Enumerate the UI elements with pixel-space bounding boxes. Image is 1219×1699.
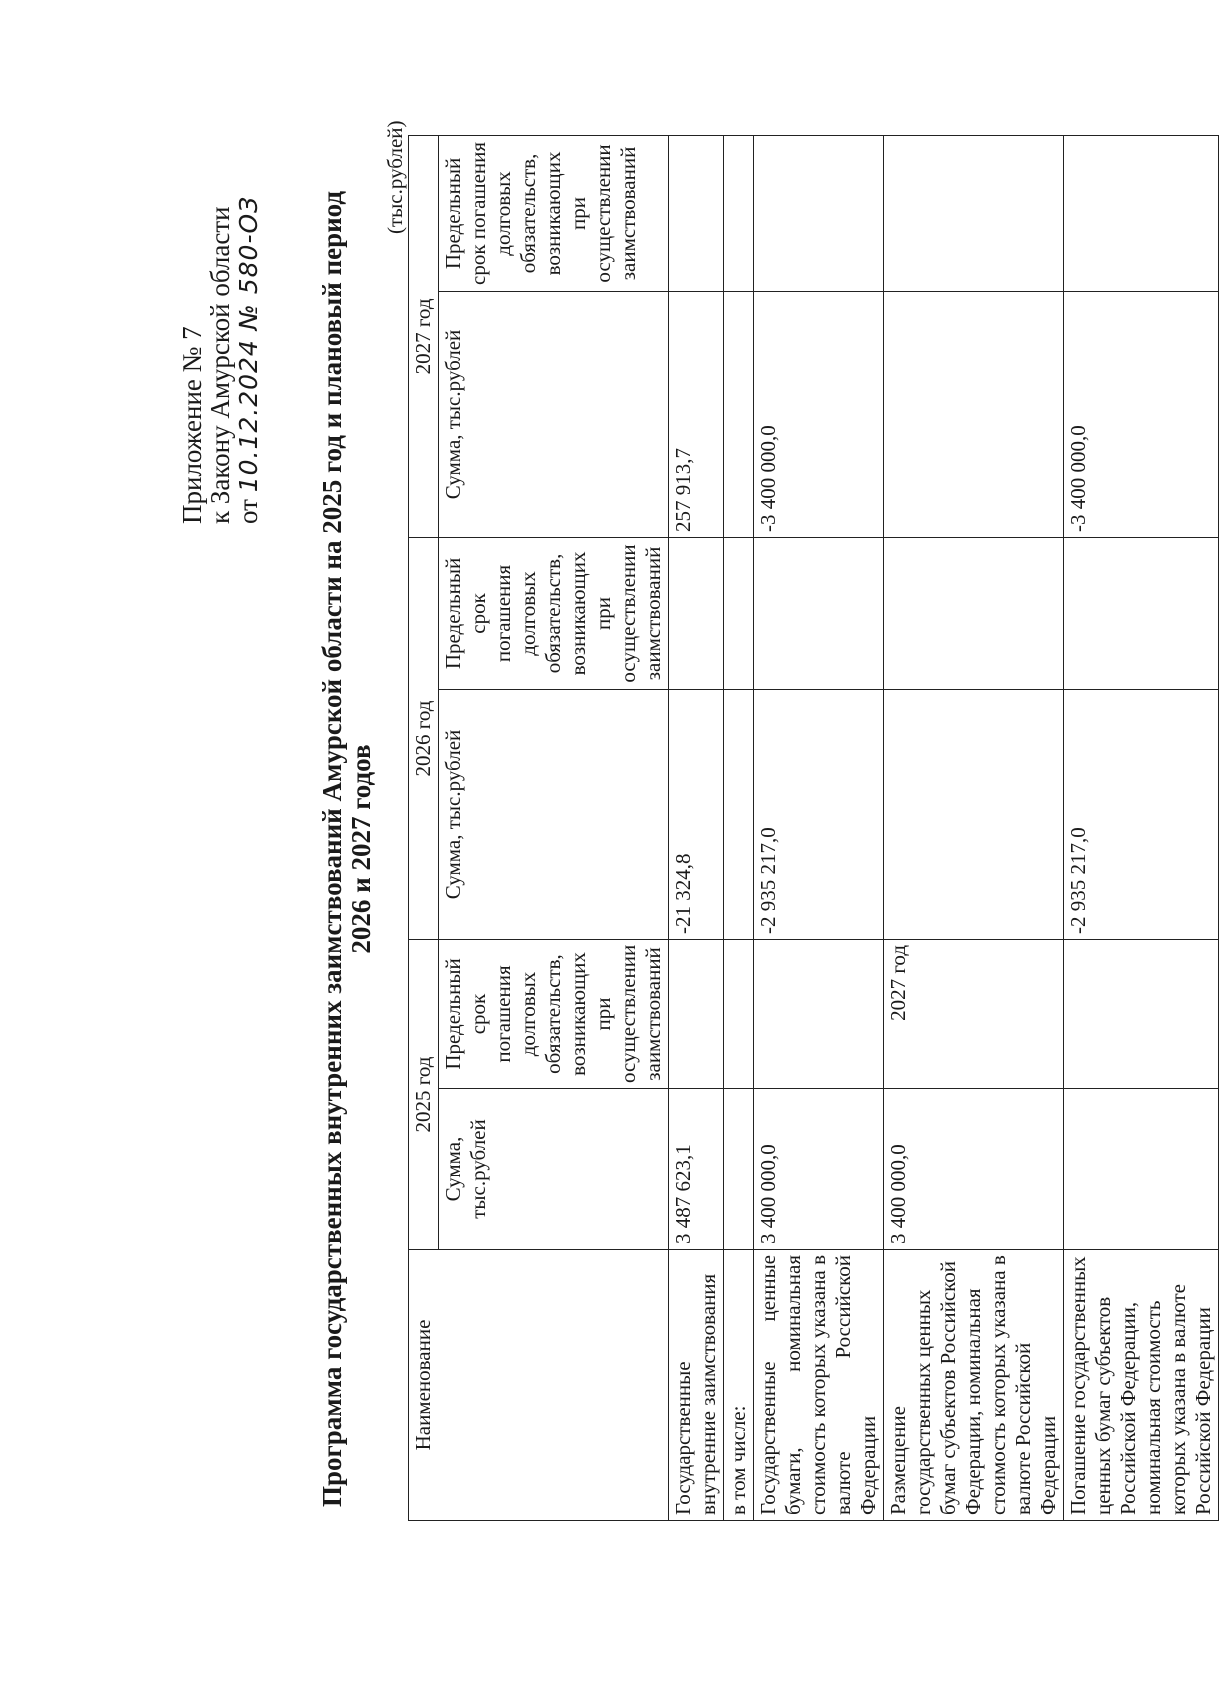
table-row — [1064, 135, 1219, 1520]
amount-2025: 3 400 000,0 — [754, 1089, 884, 1250]
sum-header-2026: Сумма, тыс.рублей — [439, 689, 669, 939]
term-2025 — [724, 939, 754, 1088]
term-2027 — [754, 135, 884, 291]
amount-2026 — [724, 689, 754, 939]
row-name: Погашение государственных ценных бумаг субъектов Российской Федерации, номинальная стоимость которых указана в валюте Российской Федерации — [1064, 1250, 1219, 1521]
amount-2025: 3 487 623,1 — [669, 1089, 724, 1250]
row-name: Государственные ценные бумаги, номинальная стоимость которых указана в валюте Российской Федерации — [754, 1250, 884, 1521]
term-2027 — [669, 135, 724, 291]
table-row — [884, 135, 1064, 1520]
term-2025 — [1064, 939, 1219, 1088]
appendix-block — [178, 196, 263, 524]
appendix-number: Приложение № 7 — [177, 326, 207, 524]
row-name: в том числе: — [724, 1250, 754, 1521]
row-name: Размещение государственных ценных бумаг субъектов Российской Федерации, номинальная стоимость которых указана в валюте Российской Федерации — [884, 1250, 1064, 1521]
amount-2027 — [724, 291, 754, 537]
term-2026 — [669, 537, 724, 689]
term-2027 — [884, 135, 1064, 291]
amount-2025 — [724, 1089, 754, 1250]
table-row — [754, 135, 884, 1520]
borrowing-table — [408, 135, 1219, 1521]
amount-2025 — [1064, 1089, 1219, 1250]
term-2025 — [754, 939, 884, 1088]
row-name: Государственные внутренние заимствования — [669, 1250, 724, 1521]
term-2027 — [724, 135, 754, 291]
term-2026 — [1064, 537, 1219, 689]
appendix-law: к Закону Амурской области — [205, 206, 235, 524]
term-2025 — [669, 939, 724, 1088]
term-header-2027: Предельный срок погашения долговых обязательств, возникающих при осуществлении заимствований — [439, 135, 669, 291]
handwritten-date-number: 10.12.2024 № 580-ОЗ — [234, 195, 263, 493]
table-row — [724, 135, 754, 1520]
unit-label: (тыс.рублей) — [383, 120, 407, 234]
term-2026 — [724, 537, 754, 689]
table-header-row-years — [409, 135, 439, 1520]
appendix-date-prefix: от — [233, 499, 263, 524]
amount-2026: -2 935 217,0 — [754, 689, 884, 939]
title-line-1: Программа государственных внутренних заимствований Амурской области на 2025 год и плановый период — [317, 190, 347, 1508]
term-header-2026: Предельный срок погашения долговых обязательств, возникающих при осуществлении заимствований — [439, 537, 669, 689]
column-header-2025: 2025 год — [409, 939, 439, 1249]
title-line-2: 2026 и 2027 годов — [346, 744, 376, 954]
amount-2027: -3 400 000,0 — [754, 291, 884, 537]
term-2026 — [754, 537, 884, 689]
sum-header-2025: Сумма, тыс.рублей — [439, 1089, 669, 1250]
column-header-name: Наименование — [409, 1250, 669, 1521]
term-2025: 2027 год — [884, 939, 1064, 1088]
column-header-2026: 2026 год — [409, 537, 439, 939]
appendix-date — [234, 196, 263, 524]
term-2027 — [1064, 135, 1219, 291]
column-header-2027: 2027 год — [409, 135, 439, 537]
amount-2026: -2 935 217,0 — [1064, 689, 1219, 939]
amount-2025: 3 400 000,0 — [884, 1089, 1064, 1250]
amount-2027 — [884, 291, 1064, 537]
term-header-2025: Предельный срок погашения долговых обязательств, возникающих при осуществлении заимствований — [439, 939, 669, 1088]
table-row — [669, 135, 724, 1520]
amount-2027: 257 913,7 — [669, 291, 724, 537]
term-2026 — [884, 537, 1064, 689]
sum-header-2027: Сумма, тыс.рублей — [439, 291, 669, 537]
page-title — [318, 179, 376, 1519]
amount-2026: -21 324,8 — [669, 689, 724, 939]
amount-2026 — [884, 689, 1064, 939]
amount-2027: -3 400 000,0 — [1064, 291, 1219, 537]
